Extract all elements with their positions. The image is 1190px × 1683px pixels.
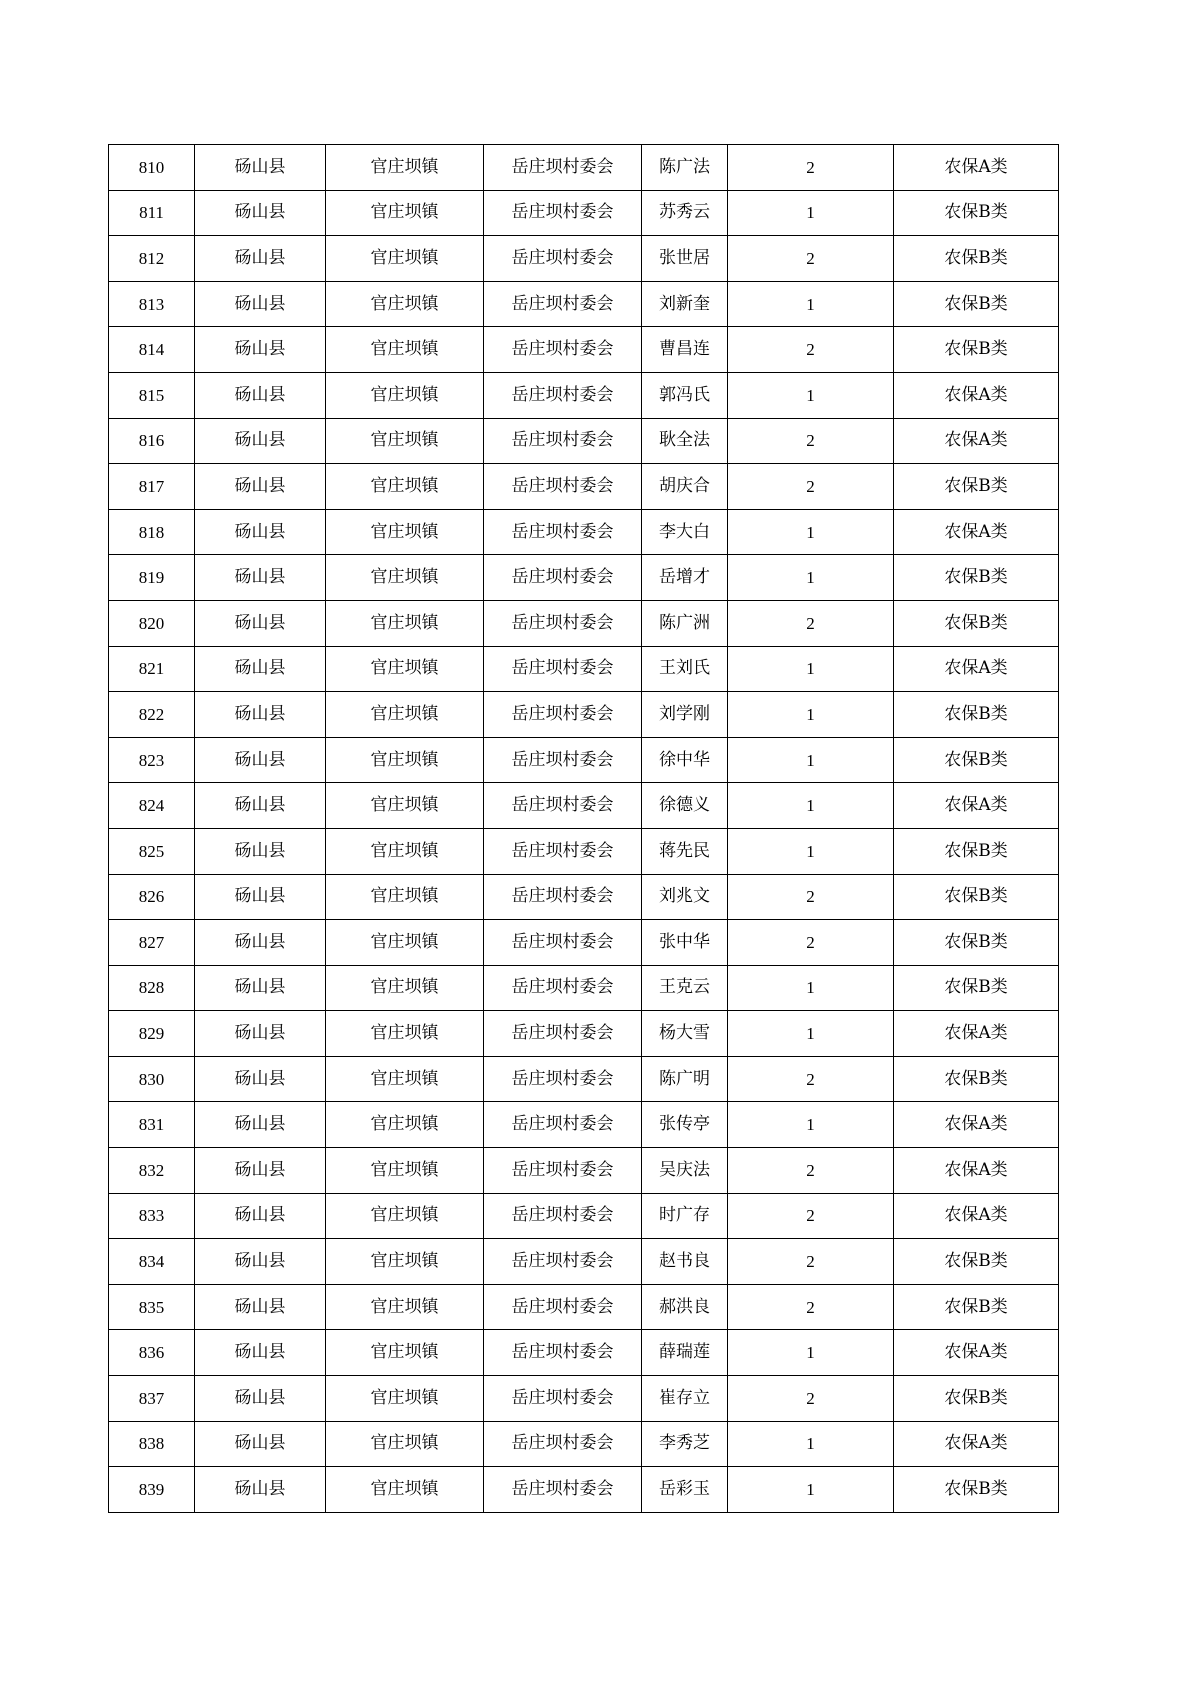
count-cell: 1 [728, 509, 894, 555]
insurance-category-cell: 农保B类 [894, 920, 1059, 966]
person-name-cell: 苏秀云 [642, 190, 728, 236]
person-name-cell: 徐德义 [642, 783, 728, 829]
count-cell: 1 [728, 1330, 894, 1376]
insurance-category-cell: 农保A类 [894, 145, 1059, 191]
person-name-cell: 郝洪良 [642, 1284, 728, 1330]
insurance-category-cell: 农保B类 [894, 236, 1059, 282]
person-name-cell: 岳彩玉 [642, 1467, 728, 1513]
insurance-category-cell: 农保B类 [894, 1376, 1059, 1422]
row-number-cell: 837 [109, 1376, 195, 1422]
row-number-cell: 818 [109, 509, 195, 555]
county-cell: 砀山县 [195, 1376, 326, 1422]
village-committee-cell: 岳庄坝村委会 [484, 145, 642, 191]
insurance-category-cell: 农保A类 [894, 1102, 1059, 1148]
table-row [109, 874, 1059, 920]
person-name-cell: 陈广法 [642, 145, 728, 191]
beneficiary-table [108, 144, 1059, 1513]
row-number-cell: 836 [109, 1330, 195, 1376]
insurance-category-cell: 农保A类 [894, 509, 1059, 555]
count-cell: 1 [728, 692, 894, 738]
person-name-cell: 郭冯氏 [642, 372, 728, 418]
village-committee-cell: 岳庄坝村委会 [484, 965, 642, 1011]
person-name-cell: 刘学刚 [642, 692, 728, 738]
town-cell: 官庄坝镇 [326, 737, 484, 783]
person-name-cell: 张世居 [642, 236, 728, 282]
village-committee-cell: 岳庄坝村委会 [484, 646, 642, 692]
village-committee-cell: 岳庄坝村委会 [484, 600, 642, 646]
count-cell: 1 [728, 646, 894, 692]
row-number-cell: 832 [109, 1148, 195, 1194]
village-committee-cell: 岳庄坝村委会 [484, 509, 642, 555]
count-cell: 2 [728, 1193, 894, 1239]
table-row [109, 281, 1059, 327]
table-row [109, 464, 1059, 510]
table-row [109, 692, 1059, 738]
row-number-cell: 828 [109, 965, 195, 1011]
table-row [109, 1011, 1059, 1057]
person-name-cell: 薛瑞莲 [642, 1330, 728, 1376]
town-cell: 官庄坝镇 [326, 828, 484, 874]
insurance-category-cell: 农保A类 [894, 783, 1059, 829]
table-row [109, 145, 1059, 191]
row-number-cell: 817 [109, 464, 195, 510]
count-cell: 2 [728, 600, 894, 646]
person-name-cell: 曹昌连 [642, 327, 728, 373]
insurance-category-cell: 农保B类 [894, 464, 1059, 510]
county-cell: 砀山县 [195, 1421, 326, 1467]
person-name-cell: 李大白 [642, 509, 728, 555]
insurance-category-cell: 农保B类 [894, 828, 1059, 874]
county-cell: 砀山县 [195, 783, 326, 829]
row-number-cell: 830 [109, 1056, 195, 1102]
person-name-cell: 刘兆文 [642, 874, 728, 920]
insurance-category-cell: 农保B类 [894, 555, 1059, 601]
town-cell: 官庄坝镇 [326, 1330, 484, 1376]
county-cell: 砀山县 [195, 920, 326, 966]
row-number-cell: 833 [109, 1193, 195, 1239]
table-row [109, 737, 1059, 783]
insurance-category-cell: 农保A类 [894, 1193, 1059, 1239]
town-cell: 官庄坝镇 [326, 1148, 484, 1194]
county-cell: 砀山县 [195, 1193, 326, 1239]
insurance-category-cell: 农保B类 [894, 281, 1059, 327]
table-row [109, 236, 1059, 282]
village-committee-cell: 岳庄坝村委会 [484, 372, 642, 418]
person-name-cell: 胡庆合 [642, 464, 728, 510]
town-cell: 官庄坝镇 [326, 509, 484, 555]
count-cell: 2 [728, 1056, 894, 1102]
insurance-category-cell: 农保A类 [894, 1148, 1059, 1194]
village-committee-cell: 岳庄坝村委会 [484, 1193, 642, 1239]
row-number-cell: 815 [109, 372, 195, 418]
table-row [109, 372, 1059, 418]
county-cell: 砀山县 [195, 1284, 326, 1330]
row-number-cell: 826 [109, 874, 195, 920]
county-cell: 砀山县 [195, 1102, 326, 1148]
count-cell: 2 [728, 327, 894, 373]
town-cell: 官庄坝镇 [326, 600, 484, 646]
village-committee-cell: 岳庄坝村委会 [484, 418, 642, 464]
town-cell: 官庄坝镇 [326, 1193, 484, 1239]
count-cell: 2 [728, 1284, 894, 1330]
village-committee-cell: 岳庄坝村委会 [484, 1421, 642, 1467]
county-cell: 砀山县 [195, 190, 326, 236]
row-number-cell: 819 [109, 555, 195, 601]
village-committee-cell: 岳庄坝村委会 [484, 1011, 642, 1057]
town-cell: 官庄坝镇 [326, 783, 484, 829]
count-cell: 2 [728, 464, 894, 510]
table-row [109, 965, 1059, 1011]
town-cell: 官庄坝镇 [326, 692, 484, 738]
insurance-category-cell: 农保B类 [894, 737, 1059, 783]
count-cell: 2 [728, 418, 894, 464]
table-row [109, 509, 1059, 555]
table-row [109, 600, 1059, 646]
insurance-category-cell: 农保B类 [894, 874, 1059, 920]
count-cell: 2 [728, 1148, 894, 1194]
row-number-cell: 820 [109, 600, 195, 646]
county-cell: 砀山县 [195, 692, 326, 738]
person-name-cell: 陈广明 [642, 1056, 728, 1102]
village-committee-cell: 岳庄坝村委会 [484, 737, 642, 783]
village-committee-cell: 岳庄坝村委会 [484, 692, 642, 738]
insurance-category-cell: 农保B类 [894, 1056, 1059, 1102]
county-cell: 砀山县 [195, 646, 326, 692]
person-name-cell: 吴庆法 [642, 1148, 728, 1194]
table-row [109, 1193, 1059, 1239]
row-number-cell: 824 [109, 783, 195, 829]
insurance-category-cell: 农保A类 [894, 1421, 1059, 1467]
village-committee-cell: 岳庄坝村委会 [484, 920, 642, 966]
count-cell: 1 [728, 737, 894, 783]
county-cell: 砀山县 [195, 600, 326, 646]
village-committee-cell: 岳庄坝村委会 [484, 236, 642, 282]
person-name-cell: 耿全法 [642, 418, 728, 464]
person-name-cell: 李秀芝 [642, 1421, 728, 1467]
town-cell: 官庄坝镇 [326, 1467, 484, 1513]
count-cell: 1 [728, 1421, 894, 1467]
county-cell: 砀山县 [195, 1467, 326, 1513]
county-cell: 砀山县 [195, 965, 326, 1011]
town-cell: 官庄坝镇 [326, 145, 484, 191]
village-committee-cell: 岳庄坝村委会 [484, 1376, 642, 1422]
table-row [109, 1239, 1059, 1285]
town-cell: 官庄坝镇 [326, 646, 484, 692]
village-committee-cell: 岳庄坝村委会 [484, 1102, 642, 1148]
row-number-cell: 827 [109, 920, 195, 966]
village-committee-cell: 岳庄坝村委会 [484, 1284, 642, 1330]
village-committee-cell: 岳庄坝村委会 [484, 828, 642, 874]
town-cell: 官庄坝镇 [326, 190, 484, 236]
town-cell: 官庄坝镇 [326, 874, 484, 920]
town-cell: 官庄坝镇 [326, 464, 484, 510]
person-name-cell: 崔存立 [642, 1376, 728, 1422]
row-number-cell: 811 [109, 190, 195, 236]
village-committee-cell: 岳庄坝村委会 [484, 783, 642, 829]
county-cell: 砀山县 [195, 1330, 326, 1376]
insurance-category-cell: 农保A类 [894, 1011, 1059, 1057]
person-name-cell: 赵书良 [642, 1239, 728, 1285]
count-cell: 1 [728, 555, 894, 601]
count-cell: 2 [728, 1376, 894, 1422]
town-cell: 官庄坝镇 [326, 920, 484, 966]
row-number-cell: 835 [109, 1284, 195, 1330]
table-row [109, 1330, 1059, 1376]
table-row [109, 1148, 1059, 1194]
town-cell: 官庄坝镇 [326, 236, 484, 282]
count-cell: 2 [728, 874, 894, 920]
table-body [109, 145, 1059, 1513]
village-committee-cell: 岳庄坝村委会 [484, 1056, 642, 1102]
town-cell: 官庄坝镇 [326, 281, 484, 327]
insurance-category-cell: 农保A类 [894, 418, 1059, 464]
county-cell: 砀山县 [195, 737, 326, 783]
table-row [109, 1284, 1059, 1330]
town-cell: 官庄坝镇 [326, 1421, 484, 1467]
row-number-cell: 821 [109, 646, 195, 692]
count-cell: 1 [728, 372, 894, 418]
row-number-cell: 838 [109, 1421, 195, 1467]
county-cell: 砀山县 [195, 236, 326, 282]
county-cell: 砀山县 [195, 281, 326, 327]
county-cell: 砀山县 [195, 145, 326, 191]
insurance-category-cell: 农保B类 [894, 327, 1059, 373]
town-cell: 官庄坝镇 [326, 1239, 484, 1285]
table-row [109, 1421, 1059, 1467]
person-name-cell: 刘新奎 [642, 281, 728, 327]
village-committee-cell: 岳庄坝村委会 [484, 464, 642, 510]
row-number-cell: 813 [109, 281, 195, 327]
county-cell: 砀山县 [195, 1011, 326, 1057]
insurance-category-cell: 农保A类 [894, 646, 1059, 692]
table-row [109, 555, 1059, 601]
person-name-cell: 徐中华 [642, 737, 728, 783]
count-cell: 1 [728, 1467, 894, 1513]
person-name-cell: 陈广洲 [642, 600, 728, 646]
town-cell: 官庄坝镇 [326, 1011, 484, 1057]
table-row [109, 1056, 1059, 1102]
village-committee-cell: 岳庄坝村委会 [484, 1148, 642, 1194]
person-name-cell: 王克云 [642, 965, 728, 1011]
row-number-cell: 816 [109, 418, 195, 464]
table-row [109, 783, 1059, 829]
count-cell: 2 [728, 145, 894, 191]
count-cell: 1 [728, 828, 894, 874]
table-row [109, 190, 1059, 236]
county-cell: 砀山县 [195, 418, 326, 464]
row-number-cell: 810 [109, 145, 195, 191]
insurance-category-cell: 农保B类 [894, 692, 1059, 738]
county-cell: 砀山县 [195, 509, 326, 555]
insurance-category-cell: 农保B类 [894, 1284, 1059, 1330]
county-cell: 砀山县 [195, 372, 326, 418]
village-committee-cell: 岳庄坝村委会 [484, 190, 642, 236]
row-number-cell: 834 [109, 1239, 195, 1285]
village-committee-cell: 岳庄坝村委会 [484, 327, 642, 373]
town-cell: 官庄坝镇 [326, 1056, 484, 1102]
row-number-cell: 823 [109, 737, 195, 783]
row-number-cell: 839 [109, 1467, 195, 1513]
county-cell: 砀山县 [195, 1148, 326, 1194]
insurance-category-cell: 农保B类 [894, 190, 1059, 236]
town-cell: 官庄坝镇 [326, 372, 484, 418]
count-cell: 1 [728, 783, 894, 829]
person-name-cell: 蒋先民 [642, 828, 728, 874]
count-cell: 2 [728, 236, 894, 282]
table-row [109, 828, 1059, 874]
insurance-category-cell: 农保B类 [894, 965, 1059, 1011]
row-number-cell: 822 [109, 692, 195, 738]
insurance-category-cell: 农保B类 [894, 600, 1059, 646]
table-row [109, 1102, 1059, 1148]
county-cell: 砀山县 [195, 874, 326, 920]
person-name-cell: 时广存 [642, 1193, 728, 1239]
village-committee-cell: 岳庄坝村委会 [484, 1467, 642, 1513]
village-committee-cell: 岳庄坝村委会 [484, 281, 642, 327]
row-number-cell: 825 [109, 828, 195, 874]
village-committee-cell: 岳庄坝村委会 [484, 555, 642, 601]
town-cell: 官庄坝镇 [326, 1102, 484, 1148]
county-cell: 砀山县 [195, 1056, 326, 1102]
table-row [109, 646, 1059, 692]
table-row [109, 920, 1059, 966]
town-cell: 官庄坝镇 [326, 1376, 484, 1422]
count-cell: 1 [728, 190, 894, 236]
row-number-cell: 829 [109, 1011, 195, 1057]
count-cell: 2 [728, 920, 894, 966]
person-name-cell: 杨大雪 [642, 1011, 728, 1057]
village-committee-cell: 岳庄坝村委会 [484, 1239, 642, 1285]
table-row [109, 1376, 1059, 1422]
row-number-cell: 812 [109, 236, 195, 282]
town-cell: 官庄坝镇 [326, 1284, 484, 1330]
person-name-cell: 张中华 [642, 920, 728, 966]
town-cell: 官庄坝镇 [326, 327, 484, 373]
county-cell: 砀山县 [195, 464, 326, 510]
county-cell: 砀山县 [195, 1239, 326, 1285]
person-name-cell: 岳增才 [642, 555, 728, 601]
town-cell: 官庄坝镇 [326, 418, 484, 464]
insurance-category-cell: 农保A类 [894, 372, 1059, 418]
table-row [109, 1467, 1059, 1513]
insurance-category-cell: 农保A类 [894, 1330, 1059, 1376]
count-cell: 1 [728, 965, 894, 1011]
person-name-cell: 王刘氏 [642, 646, 728, 692]
county-cell: 砀山县 [195, 555, 326, 601]
person-name-cell: 张传亭 [642, 1102, 728, 1148]
table-row [109, 327, 1059, 373]
count-cell: 1 [728, 1102, 894, 1148]
village-committee-cell: 岳庄坝村委会 [484, 1330, 642, 1376]
county-cell: 砀山县 [195, 327, 326, 373]
village-committee-cell: 岳庄坝村委会 [484, 874, 642, 920]
row-number-cell: 814 [109, 327, 195, 373]
town-cell: 官庄坝镇 [326, 965, 484, 1011]
town-cell: 官庄坝镇 [326, 555, 484, 601]
row-number-cell: 831 [109, 1102, 195, 1148]
count-cell: 2 [728, 1239, 894, 1285]
table-row [109, 418, 1059, 464]
insurance-category-cell: 农保B类 [894, 1239, 1059, 1285]
count-cell: 1 [728, 281, 894, 327]
insurance-category-cell: 农保B类 [894, 1467, 1059, 1513]
count-cell: 1 [728, 1011, 894, 1057]
county-cell: 砀山县 [195, 828, 326, 874]
